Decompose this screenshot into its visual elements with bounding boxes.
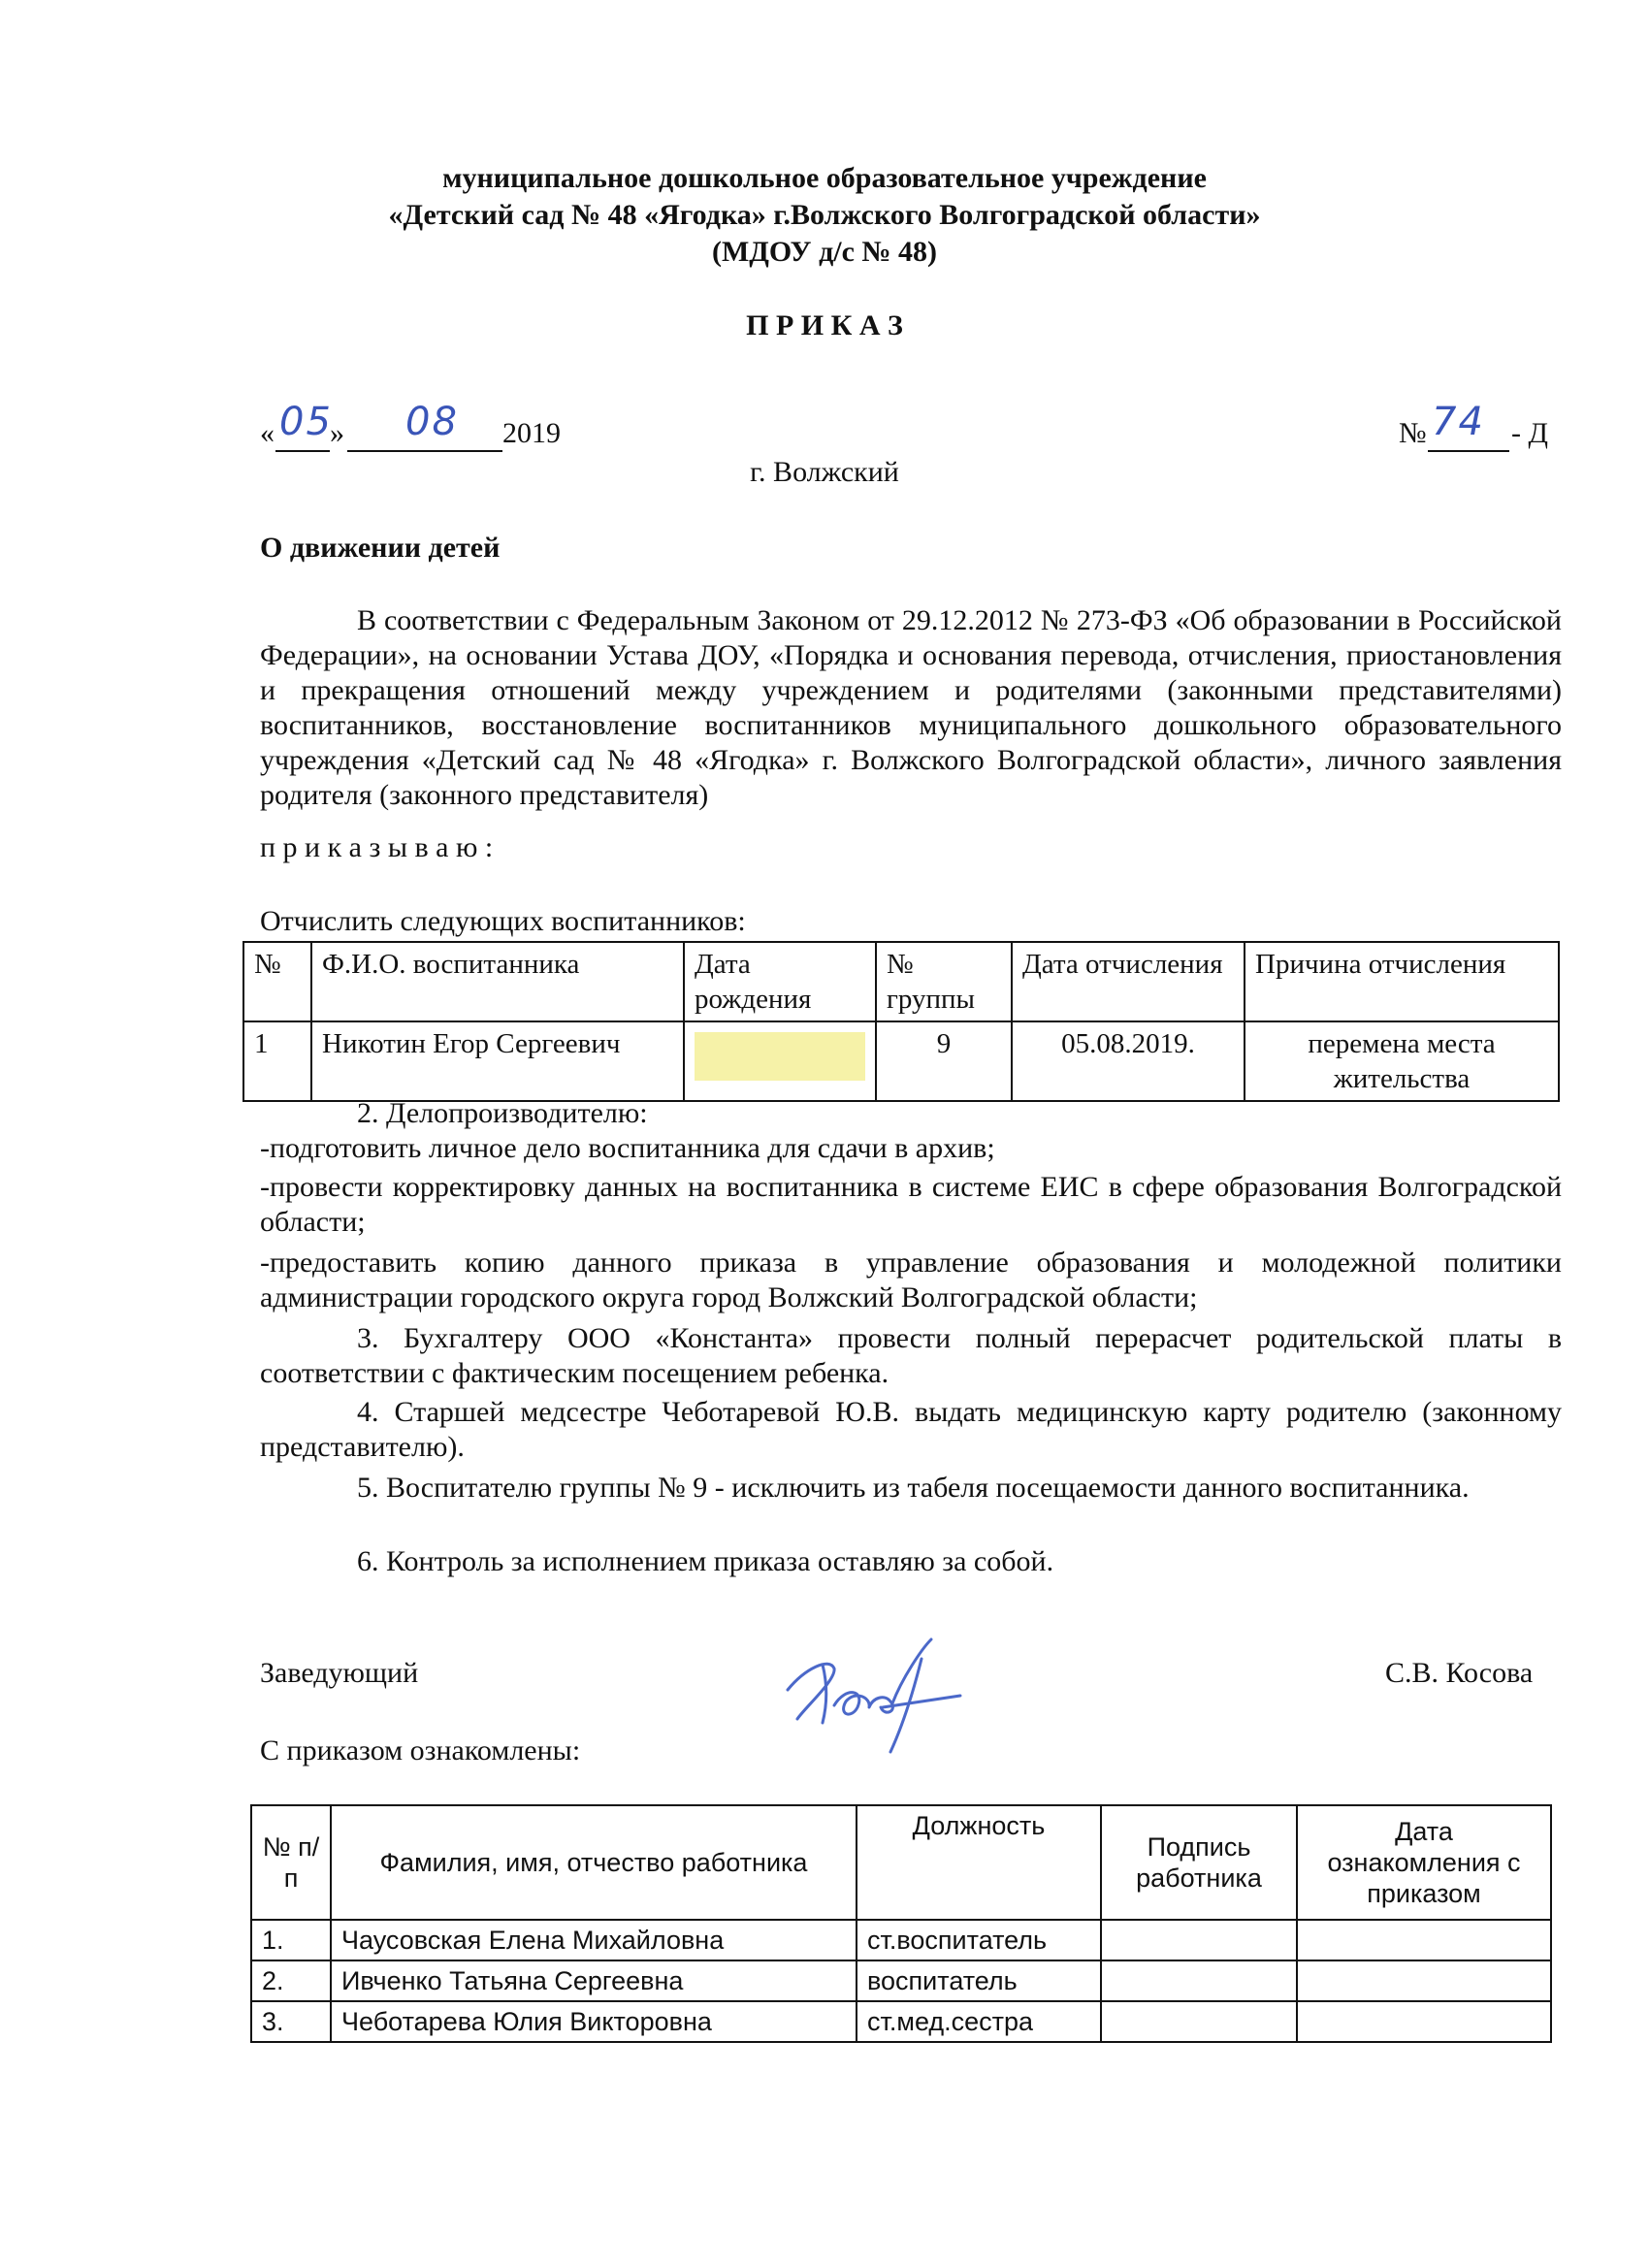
cell-index: 1. [251,1920,331,1960]
col-position: Должность [857,1805,1101,1920]
order-subject: О движении детей [260,532,501,564]
cell-birth-date-redacted [684,1021,876,1101]
date-open-quote: « [260,417,275,449]
table-row [251,1920,1551,1960]
cell-index: 2. [251,1960,331,2001]
table-row [251,2001,1551,2042]
order-number-suffix: - Д [1511,417,1548,449]
date-close-quote: » [330,417,344,449]
item-2-archive: -подготовить личное дело воспитанника для сдачи в архив; [260,1132,995,1164]
cell-signature [1101,1920,1297,1960]
date-month-handwritten: 08 [405,400,459,444]
cell-expel-reason: перемена места жительства [1245,1021,1559,1101]
item-2-clerk: 2. Делопроизводителю: [357,1097,648,1129]
cell-position: воспитатель [857,1960,1101,2001]
item-2-copy: -предоставить копию данного приказа в управление образования и молодежной политики администрации городского округа город Волжский Волгоградской области; [260,1247,1562,1313]
col-group-number: № группы [876,942,1012,1021]
cell-full-name: Чаусовская Елена Михайловна [331,1920,857,1960]
expel-intro: Отчислить следующих воспитанников: [260,905,746,937]
table-row [251,1960,1551,2001]
table-row [243,1021,1559,1101]
redaction-highlight [695,1032,865,1081]
staff-table [250,1804,1552,2043]
cell-full-name: Ивченко Татьяна Сергеевна [331,1960,857,2001]
cell-child-name: Никотин Егор Сергеевич [311,1021,684,1101]
cell-group-number: 9 [876,1021,1012,1101]
col-expel-date: Дата отчисления [1012,942,1245,1021]
cell-index: 3. [251,2001,331,2042]
col-birth-date: Дата рождения [684,942,876,1021]
date-day-handwritten: 05 [279,400,333,444]
signatory-position: Заведующий [260,1657,419,1689]
col-index: № п/п [251,1805,331,1920]
order-number-prefix: № [1399,417,1427,449]
col-full-name: Фамилия, имя, отчество работника [331,1805,857,1920]
cell-ack-date [1297,2001,1551,2042]
handwritten-signature [776,1630,970,1756]
item-4-nurse: 4. Старшей медсестре Чеботаревой Ю.В. выдать медицинскую карту родителю (законному представителю). [260,1396,1562,1463]
acquainted-intro: С приказом ознакомлены: [260,1734,581,1766]
item-6-control: 6. Контроль за исполнением приказа оставляю за собой. [357,1545,1054,1577]
item-2-eis: -провести корректировку данных на воспитанника в системе ЕИС в сфере образования Волгоградской области; [260,1171,1562,1238]
col-signature: Подпись работника [1101,1805,1297,1920]
col-ack-date: Дата ознакомления с приказом [1297,1805,1551,1920]
cell-ack-date [1297,1960,1551,2001]
org-short-name: (МДОУ д/с № 48) [711,236,938,268]
cell-number: 1 [243,1021,311,1101]
cell-expel-date: 05.08.2019. [1012,1021,1245,1101]
cell-full-name: Чеботарева Юлия Викторовна [331,2001,857,2042]
item-5-teacher: 5. Воспитателю группы № 9 - исключить из табеля посещаемости данного воспитанника. [357,1472,1470,1504]
cell-position: ст.воспитатель [857,1920,1101,1960]
document-title: П Р И К А З [746,309,903,341]
expel-table [242,941,1560,1102]
preamble-paragraph: В соответствии с Федеральным Законом от 29.12.2012 № 273-ФЗ «Об образовании в Российской Федерации», на основании Устава ДОУ, «Порядка и основания перевода, отчисления, приостановления и прекращения отношений между учреждением и родителями (законными представителями) воспитанников, восстановление воспитанников муниципального дошкольного образовательного учреждения «Детский сад № 48 «Ягодка» г. Волжского Волгоградской области», личного заявления родителя (законного представителя) [260,604,1562,811]
signatory-name: С.В. Косова [1385,1657,1534,1689]
cell-signature [1101,1960,1297,2001]
col-number: № [243,942,311,1021]
city: г. Волжский [750,456,899,488]
order-number-handwritten: 74 [1432,400,1485,444]
org-name-line2: «Детский сад № 48 «Ягодка» г.Волжского Волгоградской области» [388,199,1261,231]
table-header-row [251,1805,1551,1920]
table-header-row [243,942,1559,1021]
col-child-name: Ф.И.О. воспитанника [311,942,684,1021]
cell-position: ст.мед.сестра [857,2001,1101,2042]
date-year: 2019 [502,417,561,449]
order-word: п р и к а з ы в а ю : [260,831,494,863]
item-3-accountant: 3. Бухгалтеру ООО «Константа» провести полный перерасчет родительской платы в соответствии с фактическим посещением ребенка. [260,1322,1562,1389]
org-name-line1: муниципальное дошкольное образовательное учреждение [442,162,1207,194]
col-expel-reason: Причина отчисления [1245,942,1559,1021]
cell-ack-date [1297,1920,1551,1960]
cell-signature [1101,2001,1297,2042]
